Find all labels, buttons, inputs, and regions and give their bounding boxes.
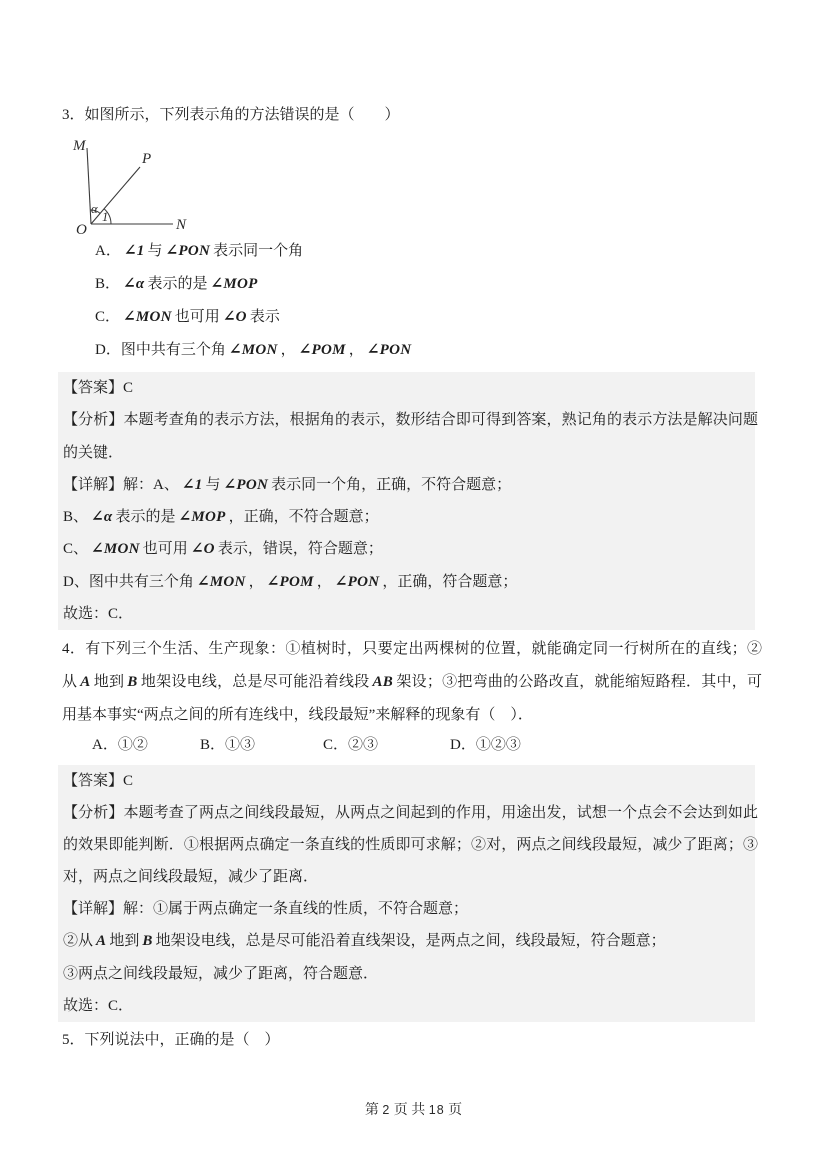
q4-detail-line: ②从 A 地到 B 地架设电线，总是尽可能沿着直线架设，是两点之间，线段最短，符合题意；	[63, 933, 666, 950]
q3-conclusion-line: 故选：C．	[63, 605, 134, 622]
q3-answer-block	[58, 372, 758, 630]
q3-option-a: A． ∠1 与 ∠PON 表示同一个角	[95, 243, 304, 259]
q4-option-a: A．①②	[92, 737, 148, 753]
q5-stem: 5．下列说法中，正确的是（ ）	[62, 1032, 280, 1048]
q3-detail-line: D、图中共有三个角 ∠MON ， ∠POM ， ∠PON ，正确，符合题意；	[63, 573, 518, 590]
q4-detail-line: ③两点之间线段最短，减少了距离，符合题意．	[63, 965, 379, 982]
q4-analysis-line: 的效果即能判断．①根据两点确定一条直线的性质即可求解；②对，两点之间线段最短，减少了距离；③	[63, 837, 758, 854]
q4-stem-line: 4．有下列三个生活、生产现象：①植树时，只要定出两棵树的位置，就能确定同一行树所在的直线；②	[62, 641, 762, 657]
q3-stem: 3．如图所示，下列表示角的方法错误的是（ ）	[62, 107, 400, 123]
point-label-o: O	[76, 222, 87, 238]
q3-answer-line: 【答案】C	[63, 380, 134, 396]
q4-answer-line: 【答案】C	[63, 773, 134, 789]
q3-detail-line: 【详解】解：A、 ∠1 与 ∠PON 表示同一个角，正确，不符合题意；	[63, 476, 512, 493]
q3-detail-line: B、 ∠α 表示的是 ∠MOP ，正确，不符合题意；	[63, 509, 379, 525]
q4-stem	[62, 633, 762, 732]
q4-option-b: B．①③	[200, 737, 256, 753]
q3-angle-figure	[58, 130, 198, 238]
q4-conclusion-line: 故选：C．	[63, 997, 134, 1014]
q4-answer-block	[58, 765, 758, 1022]
point-label-m: M	[73, 138, 86, 154]
q4-stem-line: 用基本事实“两点之间的所有连线中，线段最短”来解释的现象有（ ）．	[62, 707, 533, 723]
q3-option-d: D．图中共有三个角 ∠MON ， ∠POM ， ∠PON	[95, 342, 412, 358]
q3-option-b: B． ∠α 表示的是 ∠MOP	[95, 276, 258, 292]
angle-label-1: 1	[102, 210, 109, 224]
ray-op	[91, 167, 140, 224]
q4-detail-line: 【详解】解：①属于两点确定一条直线的性质，不符合题意；	[63, 901, 469, 918]
q3-options	[95, 235, 414, 367]
q4-option-c: C．②③	[323, 737, 379, 753]
q3-analysis-line: 【分析】本题考查角的表示方法，根据角的表示，数形结合即可得到答案，熟记角的表示方法是解决问题	[63, 412, 758, 429]
q4-analysis-line: 【分析】本题考查了两点之间线段最短，从两点之间起到的作用，用途出发，试想一个点会不会达到如此	[63, 805, 758, 822]
q3-detail-line: C、 ∠MON 也可用 ∠O 表示，错误，符合题意；	[63, 541, 383, 558]
point-label-p: P	[142, 151, 152, 167]
page-footer: 第 2 页 共 18 页	[364, 1103, 463, 1118]
q3-option-c: C． ∠MON 也可用 ∠O 表示	[95, 309, 280, 325]
point-label-n: N	[176, 217, 187, 233]
q4-analysis-line: 对，两点之间线段最短，减少了距离．	[63, 869, 319, 886]
q4-options	[0, 729, 827, 762]
q4-option-d: D．①②③	[450, 737, 521, 753]
q4-stem-line: 从 A 地到 B 地架设电线，总是尽可能沿着线段 AB 架设；③把弯曲的公路改直，就能缩短路程．其中，可	[62, 674, 762, 690]
angle-label-alpha: α	[91, 202, 98, 216]
q3-analysis-line: 的关键．	[63, 444, 124, 461]
